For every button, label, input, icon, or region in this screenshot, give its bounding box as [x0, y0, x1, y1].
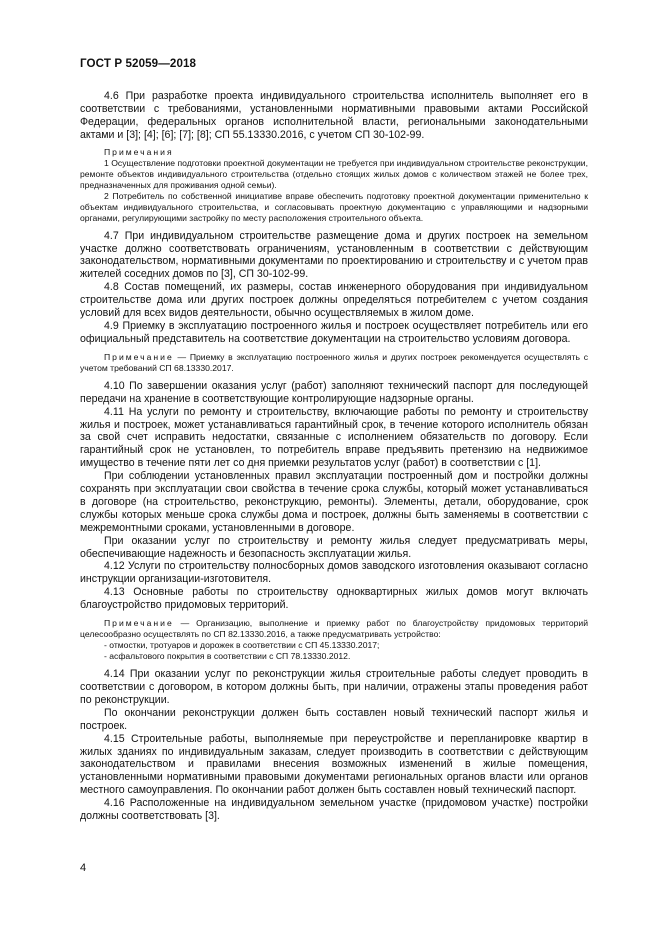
paragraph-4-15: 4.15 Строительные работы, выполняемые при переустройстве и перепланировке квартир в жилых зданиях по индивидуальным заказам, следует производить в соответствии с действующим законодательством и правилами внесения возможных изменений в жилые помещения, установленными нормативными правовыми документами региональных органов власти или органов местного самоуправления. По окончании работ должен быть составлен новый технический паспорт.: [80, 732, 588, 797]
document-header: ГОСТ Р 52059—2018: [80, 57, 197, 70]
note-1: 1 Осуществление подготовки проектной документации не требуется при индивидуальном строительстве реконструкции, ремонте объектов индивидуального строительства (отдельно стоящих жилых домов с количеством этажей не более трех, предназначенных для проживания одной семьи).: [80, 157, 588, 190]
note-text: — Организацию, выполнение и приемку работ по благоустройству придомовых территорий целесообразно осуществлять по СП 82.13330.2016, а также предусматривать устройство:: [80, 618, 588, 640]
note-landscaping: [80, 618, 588, 640]
page-number: 4: [80, 862, 87, 874]
note-acceptance: [80, 352, 588, 374]
note-list-item: - асфальтового покрытия в соответствии с СП 78.13330.2012.: [104, 651, 351, 662]
page-body: [80, 90, 588, 823]
note-label: Примечание: [104, 618, 174, 629]
note-label: Примечание: [104, 351, 174, 362]
notes-title: Примечания: [104, 146, 174, 157]
paragraph-4-16: 4.16 Расположенные на индивидуальном земельном участке (придомовом участке) постройки должны соответствовать [3].: [80, 797, 588, 823]
paragraph-4-6: 4.6 При разработке проекта индивидуального строительства исполнитель выполняет его в соответствии с требованиями, установленными нормативными правовыми актами Российской Федерации, федеральных органов исполнительной власти, региональными законодательными актами и [3]; [4]; [6]; [7]; [8]; СП 55.13330.2016, с учетом СП 30-102-99.: [80, 90, 588, 141]
note-list-item: - отмостки, тротуаров и дорожек в соответствии с СП 45.13330.2017;: [104, 640, 380, 651]
paragraph-safety: При оказании услуг по строительству и ремонту жилья следует предусматривать меры, обеспечивающие надежность и безопасность эксплуатации жилья.: [80, 534, 588, 560]
paragraph-4-7: 4.7 При индивидуальном строительстве размещение дома и других построек на земельном участке должно соответствовать ограничениям, установленным в соответствии с действующим законодательством, нормативными документами по проектированию и строительству и с учетом прав жителей соседних домов по [3], СП 30-102-99.: [80, 229, 588, 281]
paragraph-compliance: При соблюдении установленных правил эксплуатации построенный дом и постройки должны сохранять при эксплуатации свои свойства в течение срока службы, который может устанавливаться в договоре (на строительство, реконструкцию, ремонты). Элементы, детали, оборудование, срок службы которых меньше срока службы дома и построек, должны быть заменяемы в соответствии с межремонтными сроками, установленными в договоре.: [80, 470, 588, 534]
paragraph-4-12: 4.12 Услуги по строительству полносборных домов заводского изготовления оказывают согласно инструкции организации-изготовителя.: [80, 560, 588, 586]
paragraph-4-14: 4.14 При оказании услуг по реконструкции жилья строительные работы следует проводить в соответствии с договором, в котором должны быть, при наличии, отражены этапы проведения работ по реконструкции.: [80, 668, 588, 706]
note-2: 2 Потребитель по собственной инициативе вправе обеспечить подготовку проектной документации применительно к объектам индивидуального строительства, и согласовывать проектную документацию с управляющими и надзорными органами, регулирующими застройку по месту расположения строительного объекта.: [80, 190, 588, 223]
paragraph-4-11: 4.11 На услуги по ремонту и строительству, включающие работы по ремонту и строительству жилья и построек, может устанавливаться гарантийный срок, в течение которого исполнитель обязан за свой счет исправить недостатки, связанные с исполнением обязательств по договору. Если гарантийный срок не установлен, то потребитель вправе предъявить претензию на недвижимое имущество в течение пяти лет со дня приемки результатов услуг (работ) в соответствии с [1].: [80, 405, 588, 470]
note-text: — Приемку в эксплуатацию построенного жилья и других построек рекомендуется осуществлять с учетом требований СП 68.13330.2017.: [80, 351, 588, 373]
paragraph-4-10: 4.10 По завершении оказания услуг (работ) заполняют технический паспорт для последующей передачи на хранение в соответствующие контролирующие надзорные органы.: [80, 379, 588, 405]
paragraph-reconstruction-end: По окончании реконструкции должен быть составлен новый технический паспорт жилья и построек.: [80, 706, 588, 732]
paragraph-4-8: 4.8 Состав помещений, их размеры, состав инженерного оборудования при индивидуальном строительстве дома или других построек должны определяться потребителем с учетом создания условий для всех видов деятельности, обычно осуществляемых в жилом доме.: [80, 281, 588, 320]
paragraph-4-9: 4.9 Приемку в эксплуатацию построенного жилья и построек осуществляет потребитель или его официальный представитель на соответствие документации на строительство условиям договора.: [80, 319, 588, 345]
paragraph-4-13: 4.13 Основные работы по строительству одноквартирных жилых домов могут включать благоустройство придомовых территорий.: [80, 586, 588, 612]
